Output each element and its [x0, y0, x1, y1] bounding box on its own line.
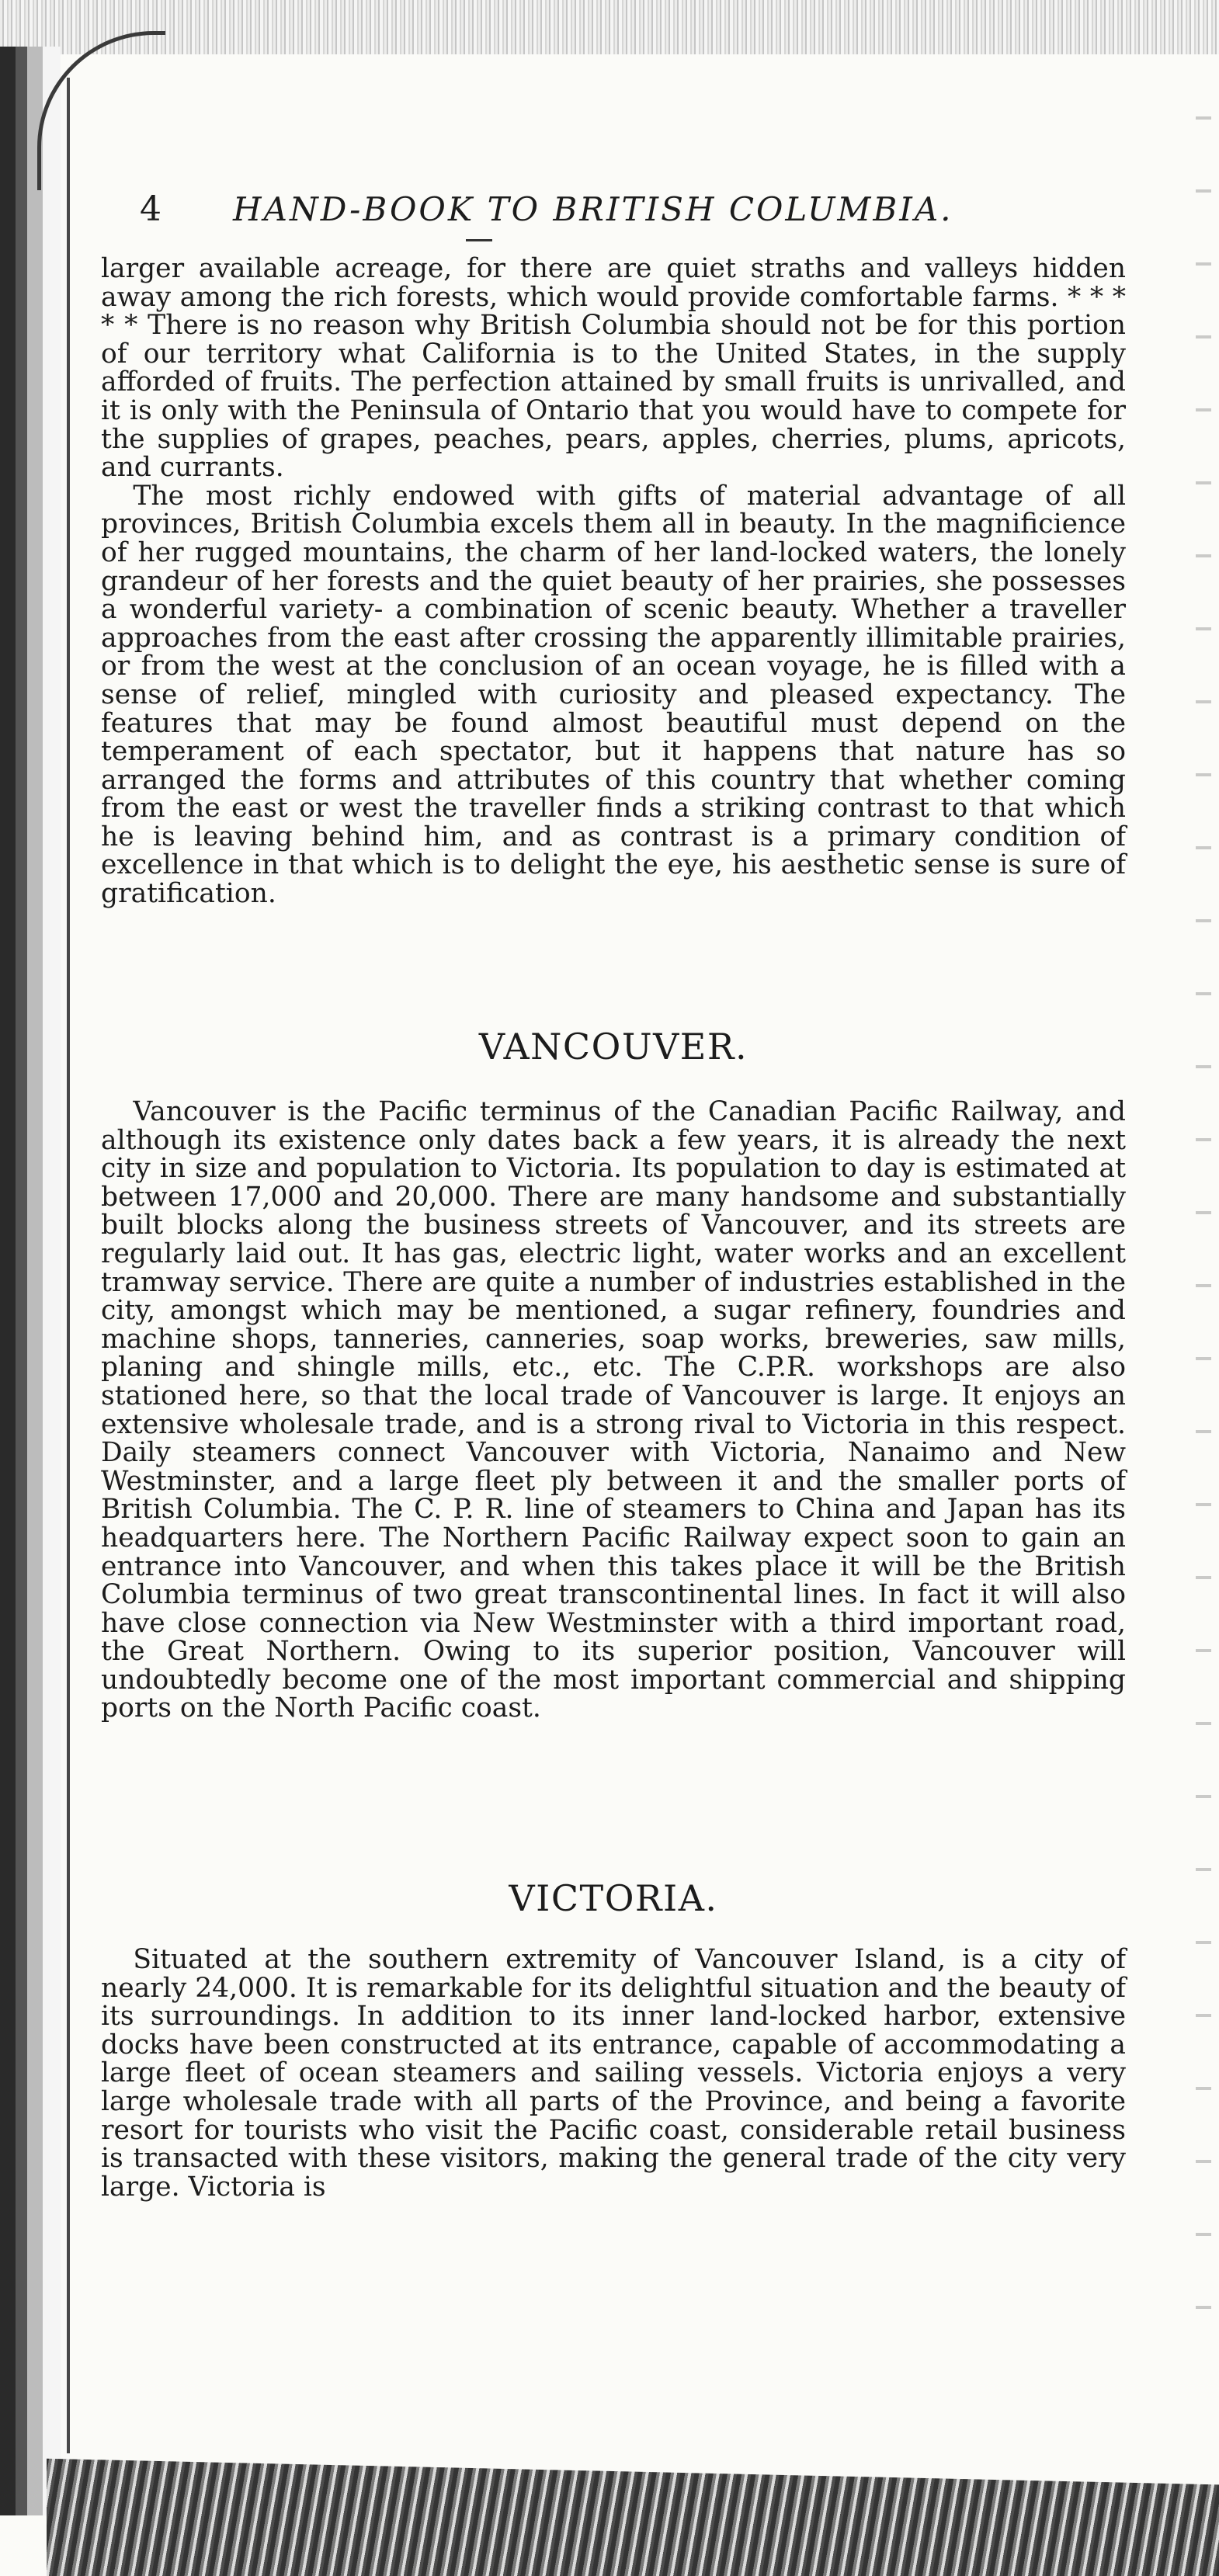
header-rule	[466, 239, 492, 241]
intro-text	[101, 255, 1126, 908]
scan-right-edge	[1196, 47, 1211, 2376]
scan-binding-edge	[0, 47, 61, 2515]
running-title: HAND-BOOK TO BRITISH COLUMBIA.	[233, 190, 953, 228]
scan-bottom-edge	[47, 2446, 1219, 2576]
vancouver-paragraph: Vancouver is the Pacific terminus of the Canadian Pacific Railway, and although its existence only dates back a few years, it is already the next city in size and population to Victoria. Its population to day is estimated at between 17,000 and 20,000. There are many handsome and substantially built blocks along the business streets of Vancouver, and its streets are regularly laid out. It has gas, electric light, water works and an excellent tramway service. There are quite a number of industries established in the city, amongst which may be mentioned, a sugar refinery, foundries and machine shops, tanneries, canneries, soap works, breweries, saw mills, planing and shingle mills, etc., etc. The C.P.R. workshops are also stationed here, so that the local trade of Vancouver is large. It enjoys an extensive wholesale trade, and is a strong rival to Victoria in this respect. Daily steamers connect Vancouver with Victoria, Nanaimo and New Westminster, and a large fleet ply between it and the smaller ports of British Columbia. The C. P. R. line of steamers to China and Japan has its headquarters here. The Northern Pacific Railway expect soon to gain an entrance into Vancouver, and when this takes place it will be the British Columbia terminus of two great transcontinental lines. In fact it will also have close connection via New Westminster with a third important road, the Great Northern. Owing to its superior position, Vancouver will undoubtedly become one of the most important commercial and shipping ports on the North Pacific coast.	[101, 1096, 1126, 1724]
page-number: 4	[140, 189, 161, 229]
scan-top-edge	[0, 0, 1219, 54]
vancouver-heading: VANCOUVER.	[478, 1026, 748, 1068]
running-header	[140, 186, 1149, 233]
victoria-heading: VICTORIA.	[509, 1877, 718, 1919]
victoria-section	[101, 1946, 1126, 2201]
intro-paragraph-2: The most richly endowed with gifts of material advantage of all provinces, British Columbia excels them all in beauty. In the magnificience of her rugged mountains, the charm of her land-locked waters, the lonely grandeur of her forests and the quiet beauty of her prairies, she possesses a wonderful variety- a combination of scenic beauty. Whether a traveller approaches from the east after crossing the apparently illimitable prairies, or from the west at the conclusion of an ocean voyage, he is filled with a sense of relief, mingled with curiosity and pleased expectancy. The features that may be found almost beautiful must depend on the temperament of each spectator, but it happens that nature has so arranged the forms and attributes of this country that whether coming from the east or west the traveller finds a striking contrast to that which he is leaving behind him, and as contrast is a primary condition of excellence in that which is to delight the eye, his aesthetic sense is sure of gratification.	[101, 480, 1126, 910]
vancouver-section	[101, 1098, 1126, 1723]
intro-paragraph-1: larger available acreage, for there are quiet straths and valleys hidden away among the rich forests, which would provide comfortable farms. * * * * * There is no reason why British Columbia should not be for this portion of our territory what California is to the United States, in the supply afforded of fruits. The perfection attained by small fruits is unrivalled, and it is only with the Peninsula of Ontario that you would have to compete for the supplies of grapes, peaches, pears, apples, cherries, plums, apricots, and currants.	[101, 253, 1126, 484]
page-left-rule	[67, 78, 70, 2453]
victoria-paragraph: Situated at the southern extremity of Vancouver Island, is a city of nearly 24,000. It is remarkable for its delightful situation and the beauty of its surroundings. In addition to its inner land-locked harbor, extensive docks have been constructed at its entrance, capable of accommodating a large fleet of ocean steamers and sailing vessels. Victoria enjoys a very large wholesale trade with all parts of the Province, and being a favorite resort for tourists who visit the Pacific coast, considerable retail business is transacted with these visitors, making the general trade of the city very large. Victoria is	[101, 1944, 1126, 2203]
